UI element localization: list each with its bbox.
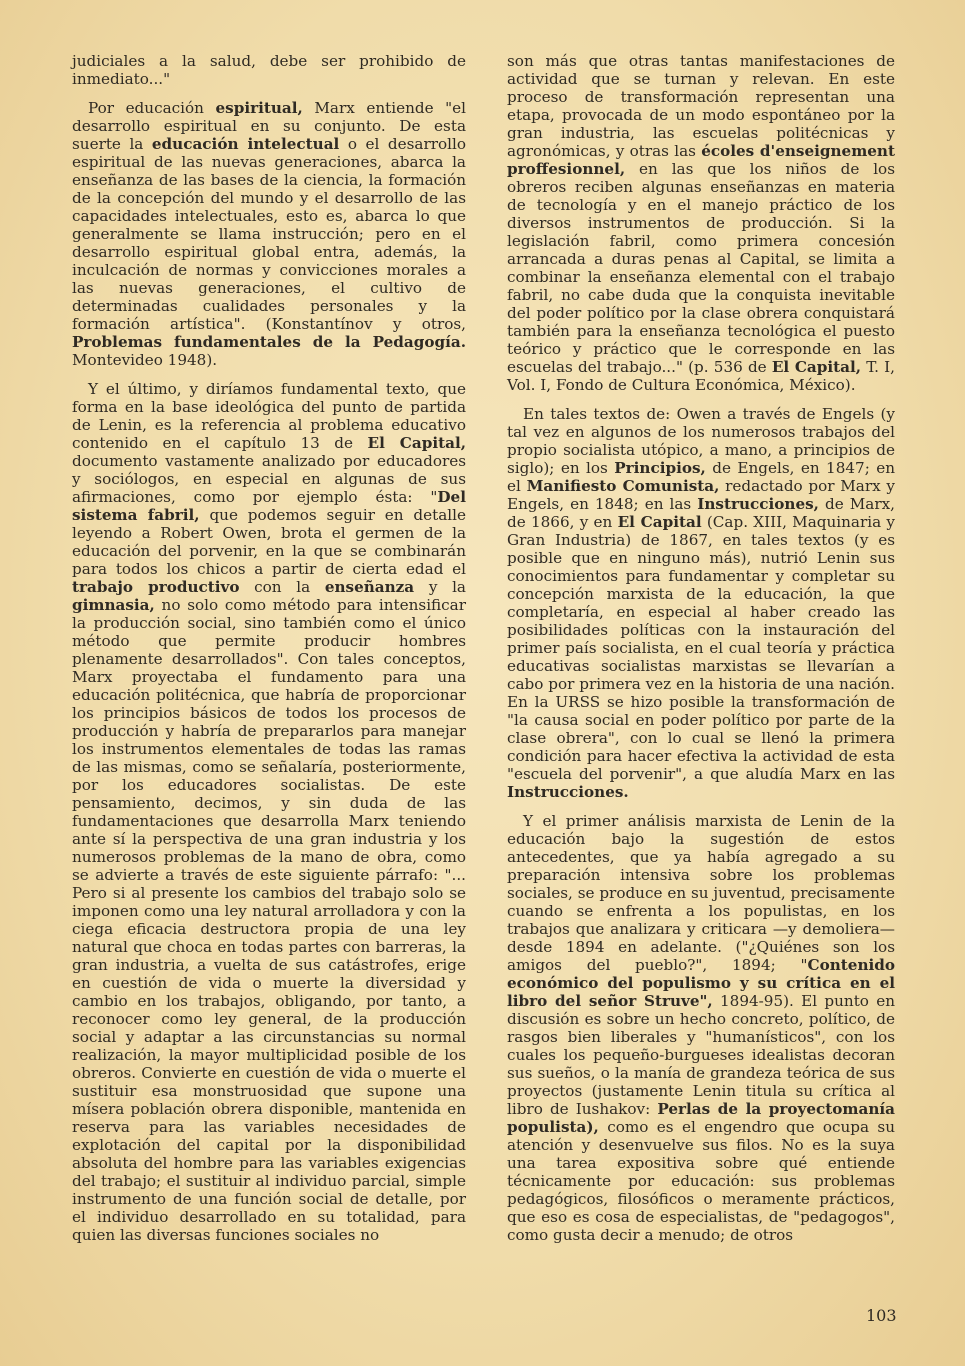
paragraph	[72, 380, 466, 1244]
bold-text-run: Del sistema fabril,	[72, 488, 466, 524]
text-run: documento vastamente analizado por educadores y sociólogos, en especial en algunas de sus afirmaciones, como por ejemplo ésta: "	[72, 452, 466, 506]
text-run: Marx entiende "el desarrollo espiritual en su conjunto. De esta suerte la	[72, 99, 466, 153]
bold-text-run: trabajo productivo	[72, 578, 240, 596]
bold-text-run: Instrucciones.	[507, 783, 629, 801]
bold-text-run: Manifiesto Comunista,	[526, 477, 720, 495]
text-run: no solo como método para intensificar la producción social, sino también como el único método que permite producir hombres plenamente desarrollados". Con tales conceptos, Marx proyectaba el fundamento para una educación politécnica, que habría de proporcionar los principios básicos de todos los procesos de producción y habría de prepararlos para manejar los instrumentos elementales de todas las ramas de las mismas, como se señalaría, posteriormente, por los educadores socialistas. De este pensamiento, decimos, y sin duda de las fundamentaciones que desarrolla Marx teniendo ante sí la perspectiva de una gran industria y los numerosos problemas de la mano de obra, como se advierte a través de este siguiente párrafo: "... Pero si al presente los cambios del trabajo solo se imponen como una ley natural arrolladora y con la ciega eficacia destructora propia de una ley natural que choca en todas partes con barreras, la gran industria, a vuelta de sus catástrofes, erige en cuestión de vida o muerte la diversidad y cambio en los trabajos, obligando, por tanto, a reconocer como ley general, de la producción social y adaptar a las circunstancias su normal realización, la mayor multiplicidad posible de los obreros. Convierte en cuestión de vida o muerte el sustituir esa monstruosidad que supone una mísera población obrera disponible, mantenida en reserva para las variables necesidades de explotación del capital por la disponibilidad absoluta del hombre para las variables exigencias del trabajo; el sustituir al individuo parcial, simple instrumento de una función social de detalle, por el individuo desarrollado en su totalidad, para quien las diversas funciones sociales no	[72, 596, 466, 1244]
page-number: 103	[866, 1306, 897, 1325]
text-run: de Engels, en 1847; en el	[507, 459, 895, 495]
text-run: de Marx, de 1866, y en	[507, 495, 895, 531]
text-run: Por educación	[88, 99, 216, 117]
paragraph	[507, 405, 895, 801]
text-run: que podemos seguir en detalle leyendo a Robert Owen, brota el germen de la educación del porvenir, en la que se combinarán para todos los chicos a partir de cierta edad el	[72, 506, 466, 578]
text-run: (Cap. XIII, Maquinaria y Gran Industria) de 1867, en tales textos (y es posible que en ninguno más), nutrió Lenin sus conocimientos para fundamentar y completar su concepción marxista de la educación, la que completaría, en especial al haber creado las posibilidades políticas con la instauración del primer país socialista, en el cual teoría y práctica educativas socialistas marxistas se llevarían a cabo por primera vez en la historia de una nación. En la URSS se hizo posible la transformación de "la causa social en poder político por parte de la clase obrera", con lo cual se llenó la primera condición para hacer efectiva la actividad de esta "escuela del porvenir", a que aludía Marx en las	[507, 513, 895, 783]
text-run: son más que otras tantas manifestaciones de actividad que se turnan y relevan. En este proceso de transformación representan una etapa, provocada de un modo espontáneo por la gran industria, las escuelas politécnicas y agronómicas, y otras las	[507, 52, 895, 160]
text-run: 1894-95). El punto en discusión es sobre un hecho concreto, político, de rasgos bien liberales y "humanísticos", con los cuales los pequeño-burgueses idealistas decoran sus sueños, o la manía de grandeza teórica de sus proyectos (justamente Lenin titula su crítica al libro de Iushakov:	[507, 992, 896, 1118]
bold-text-run: écoles d'enseignement proffesionnel,	[507, 142, 895, 178]
text-run: con la	[239, 578, 325, 596]
paragraph	[72, 99, 466, 369]
bold-text-run: gimnasia,	[72, 596, 155, 614]
left-column	[72, 52, 466, 1255]
paragraph	[72, 52, 466, 88]
text-run: Y el último, y diríamos fundamental texto, que forma en la base ideológica del punto de partida de Lenin, es la referencia al problema educativo contenido en el capítulo 13 de	[72, 380, 466, 452]
bold-text-run: El Capital,	[367, 434, 466, 452]
bold-text-run: Perlas de la proyectomanía populista),	[507, 1100, 895, 1136]
bold-text-run: El Capital	[617, 513, 702, 531]
text-run: redactado por Marx y Engels, en 1848; en las	[507, 477, 895, 513]
paragraph	[507, 52, 895, 394]
text-run: o el desarrollo espiritual de las nuevas generaciones, abarca la enseñanza de las bases de la ciencia, la formación de la concepción del mundo y el desarrollo de las capacidades intelectuales, esto es, abarca lo que generalmente se llama instrucción; pero en el desarrollo espiritual global entra, además, la inculcación de normas y convicciones morales a las nuevas generaciones, el cultivo de determinadas cualidades personales y la formación artística". (Konstantínov y otros,	[72, 135, 466, 333]
bold-text-run: espiritual,	[215, 99, 303, 117]
text-run: como es el engendro que ocupa su atención y desenvuelve sus filos. No es la suya una tarea expositiva sobre qué entiende técnicamente por educación: sus problemas pedagógicos, filosóficos o meramente prácticos, que eso es cosa de especialistas, de "pedagogos", como gusta decir a menudo; de otros	[507, 1118, 895, 1244]
text-run: judiciales a la salud, debe ser prohibido de inmediato..."	[72, 52, 466, 88]
bold-text-run: Problemas fundamentales de la Pedagogía.	[72, 333, 466, 351]
bold-text-run: Instrucciones,	[697, 495, 819, 513]
bold-text-run: enseñanza	[324, 578, 415, 596]
text-run: en las que los niños de los obreros reciben algunas enseñanzas en materia de tecnología y en el manejo práctico de los diversos instrumentos de producción. Si la legislación fabril, como primera concesión arrancada a duras penas al Capital, se limita a combinar la enseñanza elemental con el trabajo fabril, no cabe duda que la conquista inevitable del poder político por la clase obrera conquistará también para la enseñanza tecnológica el puesto teórico y práctico que le corresponde en las escuelas del trabajo..." (p. 536 de	[507, 160, 895, 376]
text-run: En tales textos de: Owen a través de Engels (y tal vez en algunos de los numerosos trabajos del propio socialista utópico, a mano, a principios de siglo); en los	[507, 405, 895, 477]
text-run: Y el primer análisis marxista de Lenin de la educación bajo la sugestión de estos antecedentes, que ya había agregado a su preparación intensiva sobre los problemas sociales, se produce en su juventud, precisamente cuando se enfrenta a los populistas, en los trabajos que analizara y criticara —y demoliera— desde 1894 en adelante. ("¿Quiénes son los amigos del pueblo?", 1894; "	[507, 812, 895, 974]
text-run: T. I, Vol. I, Fondo de Cultura Económica, México).	[507, 358, 895, 394]
right-column	[507, 52, 895, 1255]
text-run: y la	[414, 578, 466, 596]
paragraph	[507, 812, 895, 1244]
bold-text-run: Contenido económico del populismo y su crítica en el libro del señor Struve",	[507, 956, 895, 1010]
bold-text-run: educación intelectual	[151, 135, 340, 153]
text-run: Montevideo 1948).	[72, 351, 218, 369]
bold-text-run: Principios,	[614, 459, 706, 477]
bold-text-run: El Capital,	[771, 358, 862, 376]
